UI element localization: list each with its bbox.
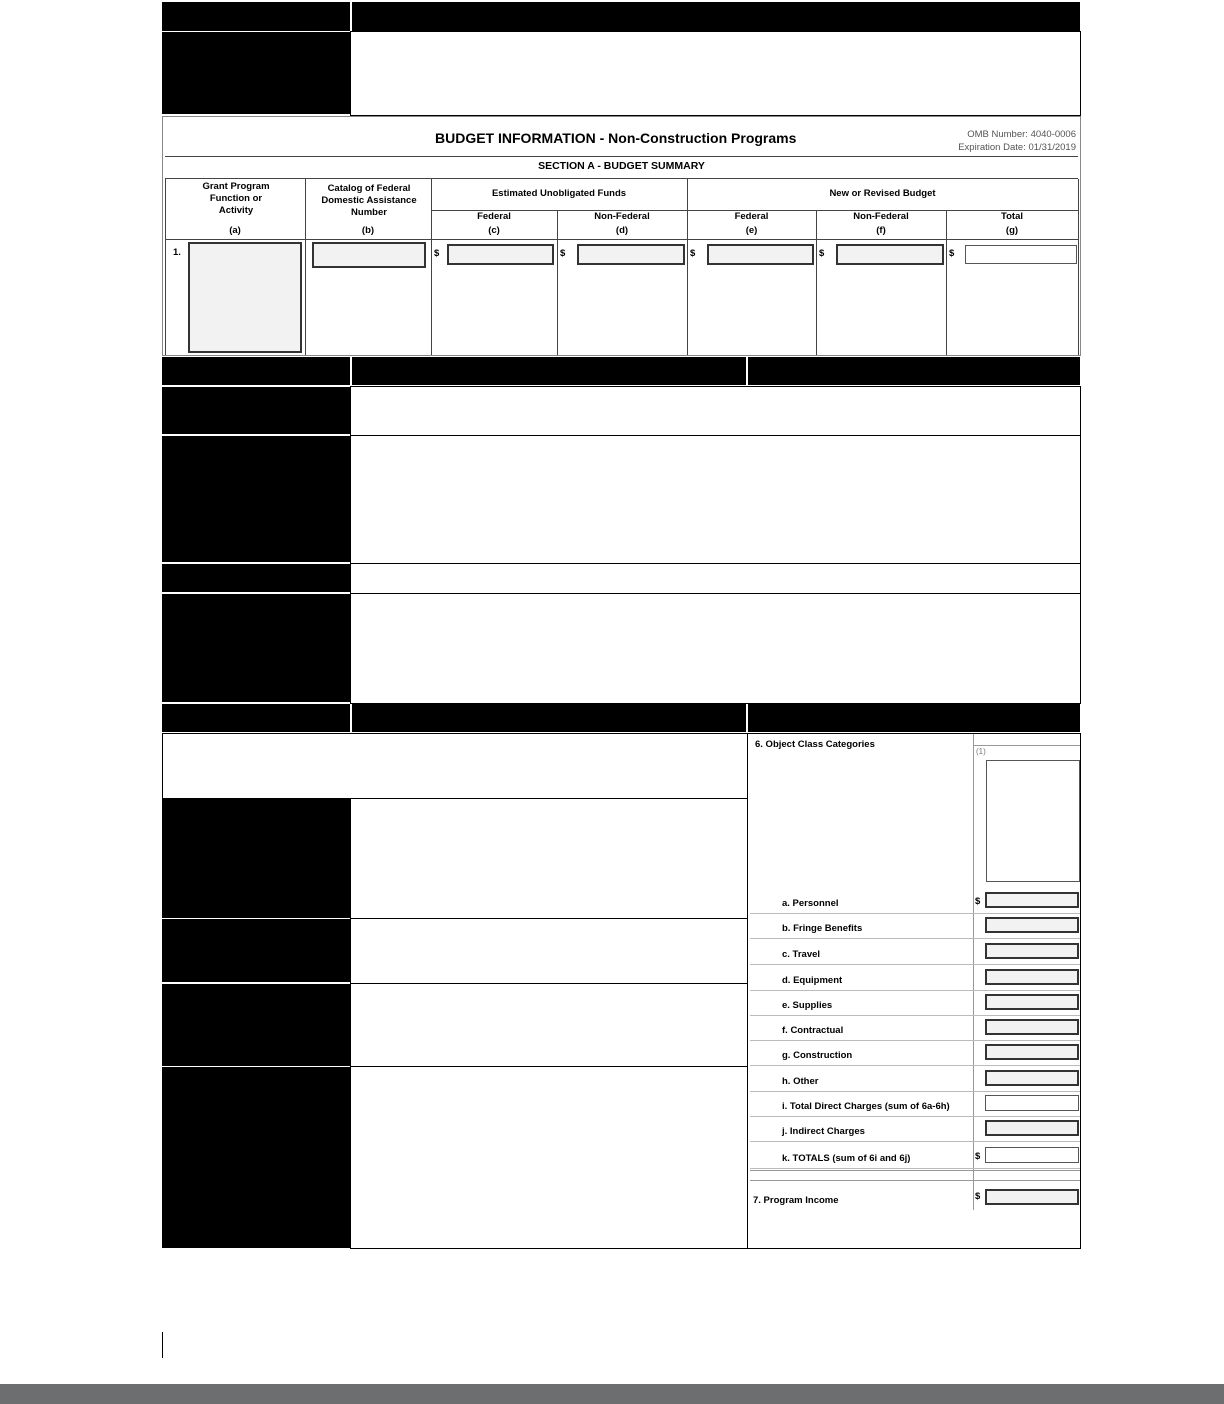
- redacted-header-right: [352, 2, 1080, 31]
- cfda-number-field[interactable]: [312, 242, 426, 268]
- omb-number: OMB Number: 4040-0006: [967, 129, 1076, 140]
- col-g-code: (g): [1005, 225, 1019, 236]
- new-nonfederal-field[interactable]: [836, 244, 944, 265]
- row-divider: [750, 1040, 1080, 1041]
- new-revised-budget-heading: New or Revised Budget: [829, 188, 936, 199]
- grant-program-field[interactable]: [188, 242, 302, 353]
- text-block-9: [350, 983, 748, 1067]
- text-block-2: [350, 386, 1081, 436]
- row-divider: [750, 1116, 1080, 1117]
- col-a-label: Grant Program Function or Activity: [202, 181, 270, 216]
- object-class-label: f. Contractual: [782, 1025, 844, 1036]
- row-divider: [750, 964, 1080, 965]
- object-class-label: g. Construction: [782, 1050, 853, 1061]
- redacted-header-left: [162, 2, 350, 31]
- redacted-label-1: [162, 32, 350, 114]
- redacted-label-6: [162, 799, 350, 918]
- row-divider: [750, 1168, 1080, 1169]
- object-class-amount-field[interactable]: [985, 1120, 1079, 1136]
- col-e-label: Federal: [734, 211, 769, 222]
- section-heading: SECTION A - BUDGET SUMMARY: [538, 160, 705, 172]
- redacted-label-8: [162, 984, 350, 1066]
- redacted-header-left: [162, 357, 350, 385]
- currency-symbol: $: [975, 1151, 981, 1162]
- new-federal-field[interactable]: [707, 244, 814, 265]
- row-number: 1.: [173, 247, 181, 258]
- text-block-4: [350, 563, 1081, 594]
- redacted-label-3: [162, 436, 350, 562]
- expiration-date: Expiration Date: 01/31/2019: [958, 142, 1076, 153]
- col-c-code: (c): [488, 225, 500, 236]
- redacted-label-2: [162, 387, 350, 434]
- object-class-amount-field[interactable]: [985, 892, 1079, 908]
- redacted-header-left: [162, 704, 350, 732]
- budget-form: [162, 116, 1081, 356]
- object-class-amount-field[interactable]: [985, 1044, 1079, 1060]
- total-field[interactable]: [965, 245, 1077, 264]
- redacted-label-9: [162, 1067, 350, 1248]
- object-class-amount-field[interactable]: [985, 1147, 1079, 1163]
- redacted-label-4: [162, 564, 350, 592]
- text-block-10: [350, 1066, 748, 1249]
- text-block-7: [350, 798, 748, 919]
- form-title: BUDGET INFORMATION - Non-Construction Programs: [435, 130, 797, 146]
- program-income-label: 7. Program Income: [753, 1195, 839, 1206]
- currency-symbol: $: [434, 248, 440, 259]
- row-divider: [750, 913, 1080, 914]
- object-class-amount-field[interactable]: [985, 1019, 1079, 1035]
- redacted-label-5: [162, 594, 350, 702]
- col-d-code: (d): [615, 225, 629, 236]
- text-block-1: [350, 31, 1081, 116]
- object-class-label: b. Fringe Benefits: [782, 923, 863, 934]
- redacted-header-right: [748, 704, 1080, 732]
- object-class-label: a. Personnel: [782, 898, 839, 909]
- currency-symbol: $: [975, 896, 981, 907]
- object-class-amount-field[interactable]: [985, 1095, 1079, 1111]
- currency-symbol: $: [690, 248, 696, 259]
- text-block-6: [162, 733, 748, 799]
- column-code: (1): [976, 747, 986, 756]
- object-class-amount-field[interactable]: [985, 943, 1079, 959]
- unobligated-nonfederal-field[interactable]: [577, 244, 685, 265]
- row-divider: [750, 938, 1080, 939]
- unobligated-federal-field[interactable]: [447, 244, 554, 265]
- col-b-label: Catalog of Federal Domestic Assistance Number: [321, 183, 417, 218]
- col-c-label: Federal: [477, 211, 511, 222]
- unobligated-funds-heading: Estimated Unobligated Funds: [491, 188, 627, 199]
- col-b-code: (b): [361, 225, 375, 236]
- redacted-header-mid: [352, 357, 746, 385]
- column-1-header-box: [986, 760, 1080, 882]
- currency-symbol: $: [949, 248, 955, 259]
- object-class-label: c. Travel: [782, 949, 821, 960]
- row-divider: [750, 1015, 1080, 1016]
- object-class-label: j. Indirect Charges: [782, 1126, 865, 1137]
- redacted-label-7: [162, 919, 350, 982]
- redacted-header-mid: [352, 704, 746, 732]
- text-block-8: [350, 918, 748, 984]
- col-f-label: Non-Federal: [853, 211, 909, 222]
- row-divider: [750, 1065, 1080, 1066]
- currency-symbol: $: [819, 248, 825, 259]
- redacted-header-right: [748, 357, 1080, 385]
- object-class-amount-field[interactable]: [985, 969, 1079, 985]
- currency-symbol: $: [560, 248, 566, 259]
- text-block-5: [350, 593, 1081, 704]
- row-divider: [750, 1141, 1080, 1142]
- object-class-label: h. Other: [782, 1076, 819, 1087]
- row-divider: [750, 1091, 1080, 1092]
- object-class-label: d. Equipment: [782, 975, 843, 986]
- col-e-code: (e): [745, 225, 758, 236]
- object-class-label: k. TOTALS (sum of 6i and 6j): [782, 1153, 911, 1164]
- object-class-label: i. Total Direct Charges (sum of 6a-6h): [782, 1101, 950, 1112]
- object-class-panel: [747, 733, 1081, 1249]
- footer-bar: [0, 1384, 1224, 1404]
- program-income-field[interactable]: [985, 1189, 1079, 1205]
- object-class-amount-field[interactable]: [985, 994, 1079, 1010]
- text-block-3: [350, 435, 1081, 564]
- object-class-header: 6. Object Class Categories: [755, 739, 875, 750]
- currency-symbol: $: [975, 1191, 981, 1202]
- margin-line: [162, 1332, 163, 1358]
- col-a-code: (a): [229, 225, 241, 236]
- col-g-label: Total: [1001, 211, 1023, 222]
- col-d-label: Non-Federal: [594, 211, 650, 222]
- col-f-code: (f): [876, 225, 886, 236]
- object-class-amount-field[interactable]: [985, 917, 1079, 933]
- object-class-label: e. Supplies: [782, 1000, 833, 1011]
- object-class-amount-field[interactable]: [985, 1070, 1079, 1086]
- row-divider: [750, 990, 1080, 991]
